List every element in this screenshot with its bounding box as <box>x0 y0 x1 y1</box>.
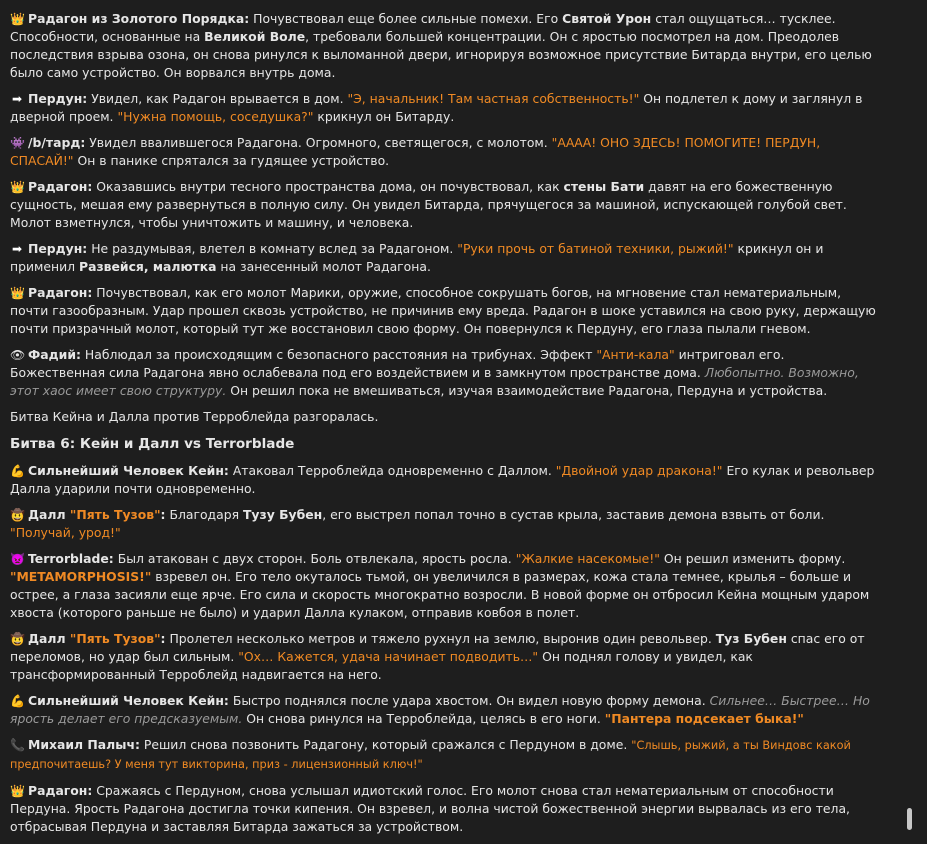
skill-name: Святой Урон <box>562 11 652 26</box>
message-text: давят на его божественную сущность, мешая ему развернуться в полную силу. Он увидел Битарда, прячущегося за машиной, испускающей голубой свет. Молот взметнулся, чтобы уничтожить и машину, и человека. <box>10 179 847 230</box>
message-text: Не раздумывая, влетел в комнату вслед за Радагоном. <box>87 241 458 256</box>
quote: "Анти-кала" <box>596 347 675 362</box>
message-text: Решил снова позвонить Радагону, который сражался с Пердуном в доме. <box>139 737 632 752</box>
message-text: стал ощущаться… тусклее. Способности, основанные на <box>10 11 836 44</box>
message-text: Он решил пока не вмешиваться, изучая взаимодействие Радагона, Пердуна и устройства. <box>226 383 828 398</box>
skill-name: Развейся, малютка <box>79 259 217 274</box>
arrow-icon: ➡ <box>11 92 23 106</box>
speaker-name: Пердун: <box>28 91 88 106</box>
speaker-name: Радагон: <box>28 285 93 300</box>
message-text: взревел он. Его тело окуталось тьмой, он увеличился в размерах, кожа стала темнее, крылья – больше и острее, а глаза засияли еще ярче. Его сила и скорость многократно возросли. В новой форме он отбросил Кейна мощным ударом хвоста (которого раньше не было) и ударил Далла кулаком, отправив ковбоя в полет. <box>10 569 870 620</box>
message-text: Он поднял голову и увидел, как трансформированный Терроблейд надвигается на него. <box>10 649 753 682</box>
message-text: , требовали большей концентрации. Он с яростью посмотрел на дом. Преодолев последствия взрыва озона, он снова ринулся к выломанной двери, игнорируя возможное присутствие Битарда внутри, его целью было само устройство. Он ворвался внутрь дома. <box>10 29 872 80</box>
quote: "Жалкие насекомые!" <box>515 551 660 566</box>
arrow-icon: ➡ <box>11 242 23 256</box>
quote: "Пантера подсекает быка!" <box>604 711 804 726</box>
crown-icon: 👑 <box>10 12 25 26</box>
quote: "Ох… Кажется, удача начинает подводить…" <box>238 649 539 664</box>
message-radagon-3 <box>10 284 880 338</box>
message-text: Сражаясь с Пердуном, снова услышал идиотский голос. Его молот снова стал нематериальным от способности Пердуна. Ярость Радагона достигла точки кипения. Он взревел, и волна чистой божественной энергии вырвалась из его тела, отбрасывая Пердуна и заставляя Битарда зажаться за устройством. <box>10 783 850 834</box>
speaker-name: Далл "Пять Тузов": <box>28 631 166 646</box>
chat-log <box>10 10 880 844</box>
quote: "METAMORPHOSIS!" <box>10 569 152 584</box>
message-text: Он в панике спрятался за гудящее устройство. <box>73 153 390 168</box>
flexed-arm-icon: 💪 <box>10 694 25 708</box>
message-text: Почувствовал, как его молот Марики, оружие, способное сокрушать богов, на мгновение стал нематериальным, почти газообразным. Удар прошел сквозь устройство, не причинив ему вреда. Радагон в шоке уставился на свою руку, держащую почти призрачный молот, который тут же восстановил свою форму. Он повернулся к Пердуну, его глаза пылали гневом. <box>10 285 876 336</box>
message-radagon-4 <box>10 782 880 836</box>
message-text: Почувствовал еще более сильные помехи. Его <box>249 11 563 26</box>
message-text: Его кулак и револьвер Далла ударили почти одновременно. <box>10 463 875 496</box>
skill-name: стены Бати <box>563 179 645 194</box>
crown-icon: 👑 <box>10 784 25 798</box>
message-text: Увидел, как Радагон врывается в дом. <box>87 91 348 106</box>
message-dall-1 <box>10 506 880 542</box>
message-text: Увидел ввалившегося Радагона. Огромного, светящегося, с молотом. <box>85 135 552 150</box>
crown-icon: 👑 <box>10 180 25 194</box>
message-dall-2 <box>10 630 880 684</box>
quote: "Двойной удар дракона!" <box>555 463 723 478</box>
narration: Битва Кейна и Далла против Терроблейда разгоралась. <box>10 409 379 424</box>
speaker-name: Михаил Палыч: <box>28 737 140 752</box>
message-text: Оказавшись внутри тесного пространства дома, он почувствовал, как <box>92 179 564 194</box>
message-text: Он снова ринулся на Терроблейда, целясь в его ноги. <box>242 711 605 726</box>
message-radagon-1 <box>10 10 880 82</box>
message-kein-2 <box>10 692 880 728</box>
flexed-arm-icon: 💪 <box>10 464 25 478</box>
speaker-name: Радагон: <box>28 179 93 194</box>
message-perdun-1 <box>10 90 880 126</box>
cowboy-icon: 🤠 <box>10 508 25 522</box>
cowboy-icon: 🤠 <box>10 632 25 646</box>
message-fadiy <box>10 346 880 400</box>
message-text: Был атакован с двух сторон. Боль отвлекала, ярость росла. <box>113 551 516 566</box>
phone-icon: 📞 <box>10 738 25 752</box>
message-text: крикнул он Битарду. <box>313 109 455 124</box>
speaker-name: Радагон: <box>28 783 93 798</box>
quote: "Нужна помощь, соседушка?" <box>117 109 314 124</box>
message-text: спас его от переломов, но удар был сильным. <box>10 631 865 664</box>
speaker-name: Сильнейший Человек Кейн: <box>28 463 229 478</box>
scrollbar-thumb[interactable] <box>907 808 912 830</box>
speaker-name: Далл "Пять Тузов": <box>28 507 166 522</box>
crown-icon: 👑 <box>10 286 25 300</box>
quote: "АААА! ОНО ЗДЕСЬ! ПОМОГИТЕ! ПЕРДУН, СПАСАЙ!" <box>10 135 821 168</box>
message-text: Благодаря <box>165 507 243 522</box>
speaker-name: Сильнейший Человек Кейн: <box>28 693 229 708</box>
speaker-name: Радагон из Золотого Порядка: <box>28 11 250 26</box>
message-text: Пролетел несколько метров и тяжело рухнул на землю, выронив один револьвер. <box>165 631 716 646</box>
message-kein-1 <box>10 462 880 498</box>
speaker-name: Terrorblade: <box>28 551 114 566</box>
message-text: Быстро поднялся после удара хвостом. Он видел новую форму демона. <box>228 693 710 708</box>
message-mikhail <box>10 736 880 774</box>
message-radagon-2 <box>10 178 880 232</box>
eye-icon: 👁 <box>10 348 26 362</box>
message-text: , его выстрел попал точно в сустав крыла, заставив демона взвыть от боли. <box>322 507 825 522</box>
speaker-name: Пердун: <box>28 241 88 256</box>
message-text: на занесенный молот Радагона. <box>216 259 431 274</box>
message-terrorblade <box>10 550 880 622</box>
quote: "Получай, урод!" <box>10 525 121 540</box>
devil-icon: 👿 <box>10 552 25 566</box>
message-text: Атаковал Терроблейда одновременно с Даллом. <box>228 463 556 478</box>
quote: "Слышь, рыжий, а ты Виндовс какой предпочитаешь? У меня тут викторина, приз - лицензионный ключ!" <box>10 739 851 771</box>
skill-name: Великой Воле <box>204 29 306 44</box>
skill-name: Туз Бубен <box>715 631 787 646</box>
speaker-name: /b/тард: <box>28 135 86 150</box>
speaker-name: Фадий: <box>28 347 81 362</box>
alien-icon: 👾 <box>10 136 25 150</box>
quote: "Руки прочь от батиной техники, рыжий!" <box>457 241 734 256</box>
message-text: интриговал его. Божественная сила Радагона явно ослабевала под его воздействием и в замкнутом пространстве дома. <box>10 347 785 380</box>
thought: Сильнее… Быстрее… Но ярость делает его предсказуемым. <box>10 693 870 726</box>
message-text: Он решил изменить форму. <box>659 551 846 566</box>
skill-name: Тузу Бубен <box>242 507 323 522</box>
message-text: Он подлетел к дому и заглянул в дверной проем. <box>10 91 863 124</box>
message-text: крикнул он и применил <box>10 241 824 274</box>
message-text: Наблюдал за происходящим с безопасного расстояния на трибунах. Эффект <box>80 347 597 362</box>
message-perdun-2 <box>10 240 880 276</box>
message-btard <box>10 134 880 170</box>
battle-heading: Битва 6: Кейн и Далл vs Terrorblade <box>10 436 295 452</box>
quote: "Э, начальник! Там частная собственность!" <box>347 91 640 106</box>
thought: Любопытно. Возможно, этот хаос имеет свою структуру. <box>10 365 859 398</box>
